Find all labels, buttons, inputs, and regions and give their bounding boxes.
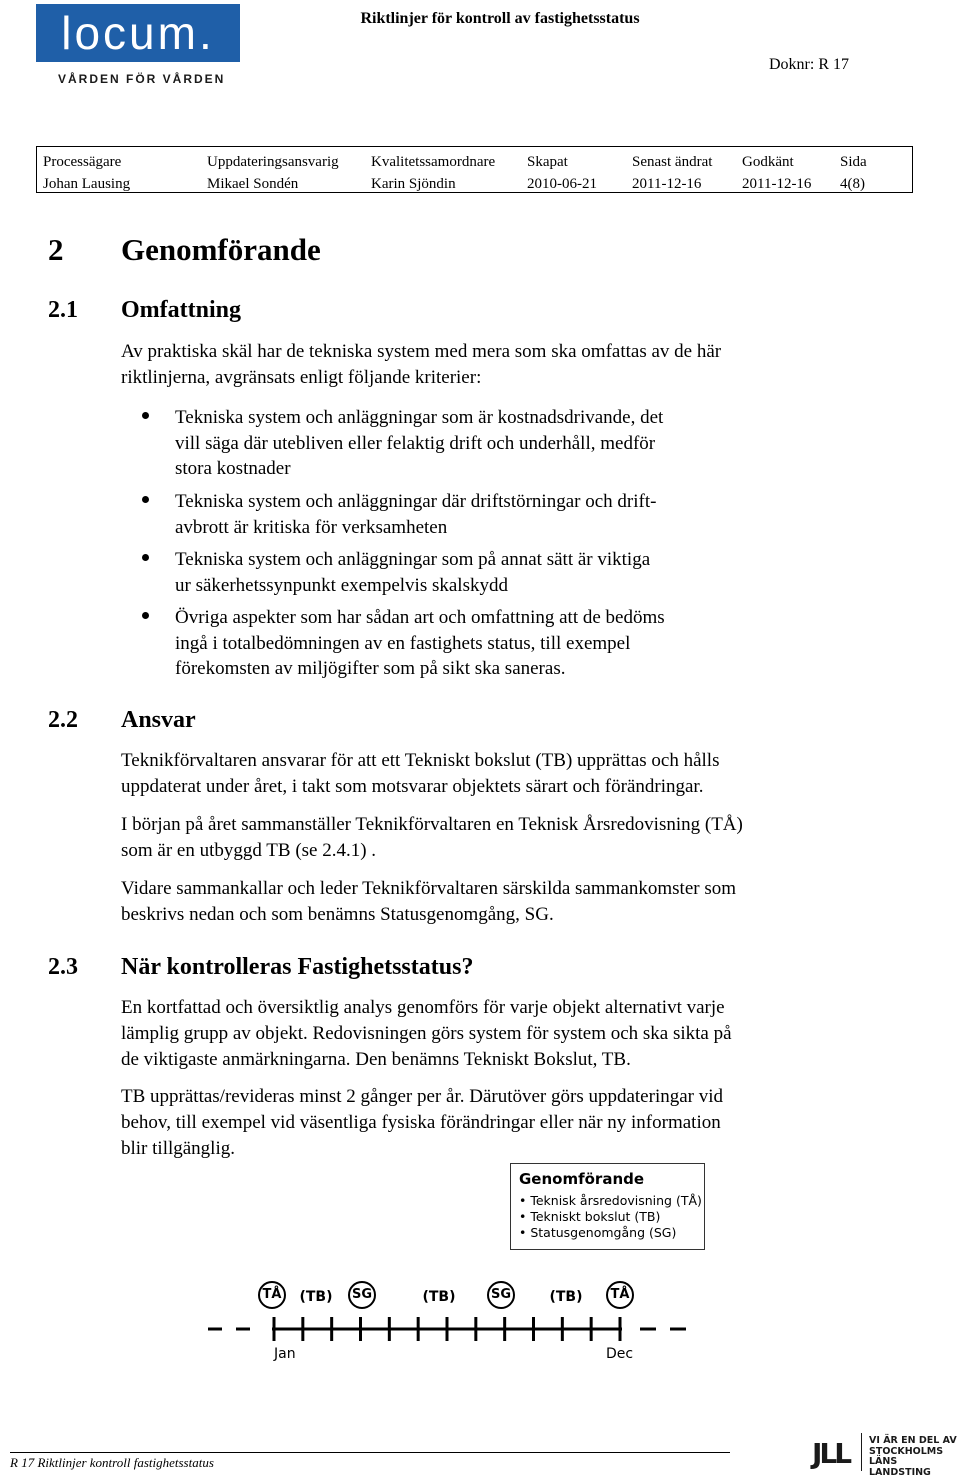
subsection-title: Ansvar — [121, 707, 196, 733]
marker-ta: TÅ — [606, 1281, 634, 1309]
bullet-dot — [142, 612, 149, 619]
document-number: Doknr: R 17 — [769, 56, 849, 73]
subsection-number: 2.3 — [48, 954, 78, 980]
footer-text: R 17 Riktlinjer kontroll fastighetsstatus — [10, 1455, 214, 1470]
bullet-item: Tekniska system och anläggningar som är kostnadsdrivande, det vill säga där utebliven eller felaktig drift och underhåll, medför stora kostnader — [175, 407, 664, 479]
marker-tb: (TB) — [422, 1289, 456, 1305]
paragraph: En kortfattad och översiktlig analys genomförs för varje objekt alternativt varje lämplig grupp av objekt. Redovisningen görs system för system och ska sikta på de viktigaste anmärkningarna. Den benämns Tekniskt Bokslut, TB. — [121, 997, 732, 1070]
meta-godkant: Godkänt 2011-12-16 — [742, 154, 812, 192]
marker-tb: (TB) — [299, 1289, 333, 1305]
bullet-item: Tekniska system och anläggningar där driftstörningar och drift- avbrott är kritiska för verksamheten — [175, 491, 657, 538]
meta-uppdateringsansvarig: Uppdateringsansvarig Mikael Sondén — [207, 154, 339, 192]
timeline-start-label: Jan — [274, 1346, 296, 1362]
section-number: 2 — [48, 232, 64, 267]
landsting-logo-mark: JLL — [812, 1437, 850, 1470]
legend-item: • Statusgenomgång (SG) — [519, 1225, 677, 1240]
subsection-number: 2.1 — [48, 297, 78, 323]
meta-skapat: Skapat 2010-06-21 — [527, 154, 597, 192]
paragraph: TB upprättas/revideras minst 2 gånger per år. Därutöver görs uppdateringar vid behov, till exempel vid väsentliga fysiska förändringar eller när ny information blir tillgänglig. — [121, 1086, 724, 1159]
bullet-item: Övriga aspekter som har sådan art och omfattning att de bedöms ingå i totalbedömningen av en fastighets status, till exempel förekomsten av miljögifter som på sikt ska saneras. — [175, 607, 665, 679]
logo-tagline: VÅRDEN FÖR VÅRDEN — [58, 72, 226, 86]
meta-kvalitetssamordnare: Kvalitetssamordnare Karin Sjöndin — [371, 154, 496, 192]
subsection-title: Omfattning — [121, 297, 241, 323]
paragraph: Teknikförvaltaren ansvarar för att ett Tekniskt bokslut (TB) upprättas och hålls uppdaterat under året, i takt som motsvarar objektets särart och förändringar. — [121, 750, 720, 797]
meta-senast-andrat: Senast ändrat 2011-12-16 — [632, 154, 713, 192]
marker-tb: (TB) — [549, 1289, 583, 1305]
bullet-item: Tekniska system och anläggningar som på annat sätt är viktiga ur säkerhetssynpunkt exempelvis skalskydd — [175, 549, 651, 596]
bullet-dot — [142, 496, 149, 503]
subsection-number: 2.2 — [48, 707, 78, 733]
section-title: Genomförande — [121, 232, 321, 267]
document-title: Riktlinjer för kontroll av fastighetsstatus — [360, 10, 640, 27]
legend-title: Genomförande — [519, 1170, 645, 1188]
paragraph: I början på året sammanställer Teknikförvaltaren en Teknisk Årsredovisning (TÅ) som är en utbyggd TB (se 2.4.1) . — [121, 814, 743, 861]
marker-ta: TÅ — [258, 1281, 286, 1309]
locum-logo: locum. — [61, 7, 215, 59]
marker-sg: SG — [348, 1281, 376, 1309]
marker-sg: SG — [487, 1281, 515, 1309]
subsection-title: När kontrolleras Fastighetsstatus? — [121, 954, 474, 980]
timeline-end-label: Dec — [606, 1346, 634, 1362]
meta-sida: Sida 4(8) — [840, 154, 867, 192]
intro-paragraph: Av praktiska skäl har de tekniska system med mera som ska omfattas av de här riktlinjerna, avgränsats enligt följande kriterier: — [121, 341, 722, 388]
bullet-dot — [142, 554, 149, 561]
timeline — [200, 1312, 700, 1346]
landsting-logo-text: VI ÄR EN DEL AV STOCKHOLMS LÄNS LANDSTING — [869, 1435, 957, 1478]
paragraph: Vidare sammankallar och leder Teknikförvaltaren särskilda sammankomster som beskrivs nedan och som benämns Statusgenomgång, SG. — [121, 878, 737, 925]
metadata-table — [36, 146, 913, 193]
diagram-legend — [510, 1163, 705, 1250]
legend-item: • Teknisk årsredovisning (TÅ) — [519, 1193, 702, 1208]
bullet-dot — [142, 412, 149, 419]
footer-rule — [10, 1452, 730, 1453]
meta-processagare: Processägare Johan Lausing — [43, 154, 131, 192]
logo-divider — [861, 1433, 862, 1471]
legend-item: • Tekniskt bokslut (TB) — [519, 1209, 661, 1224]
